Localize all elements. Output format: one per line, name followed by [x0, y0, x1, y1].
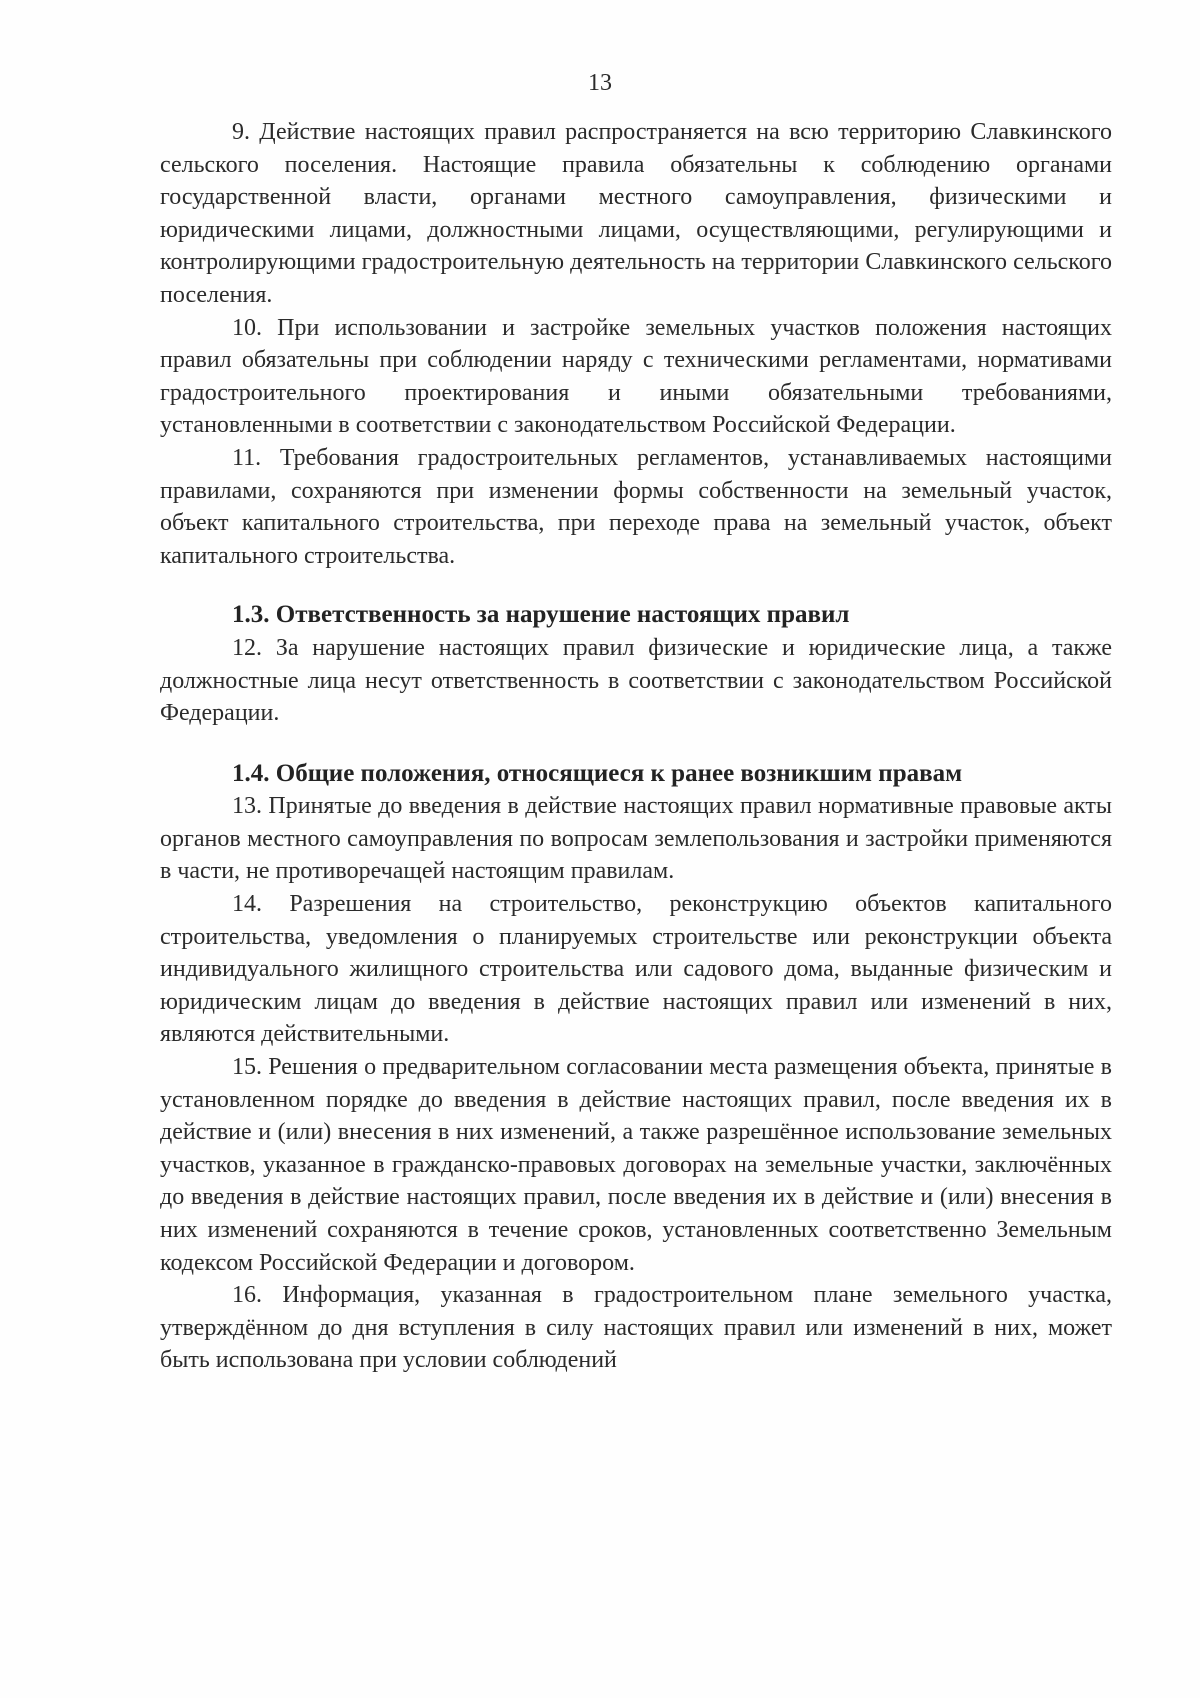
paragraph-14: 14. Разрешения на строительство, реконструкцию объектов капитального строительства, уведомления о планируемых строительстве или реконструкции объекта индивидуального жилищного строительства или садового дома, выданные физическим и юридическим лицам до введения в действие настоящих правил или изменений в них, являются действительными. — [160, 891, 1112, 1048]
page-number: 13 — [588, 70, 612, 96]
paragraph-13: 13. Принятые до введения в действие настоящих правил нормативные правовые акты органов местного самоуправления по вопросам землепользования и застройки применяются в части, не противоречащей настоящим правилам. — [160, 793, 1112, 885]
section-heading-1-3: 1.3. Ответственность за нарушение настоящих правил — [232, 601, 850, 629]
paragraph-10: 10. При использовании и застройке земельных участков положения настоящих правил обязательны при соблюдении наряду с техническими регламентами, нормативами градостроительного проектирования и иными обязательными требованиями, установленными в соответствии с законодательством Российской Федерации. — [160, 314, 1112, 439]
section-spacer — [160, 572, 1112, 599]
paragraph-12: 12. За нарушение настоящих правил физические и юридические лица, а также должностные лица несут ответственность в соответствии с законодательством Российской Федерации. — [160, 634, 1112, 727]
paragraph-15: 15. Решения о предварительном согласовании места размещения объекта, принятые в установленном порядке до введения в действие настоящих правил, после введения их в действие и (или) внесения в них изменений, а также разрешённое использование земельных участков, указанное в гражданско-правовых договорах на земельные участки, заключённых до введения в действие настоящих правил, после введения их в действие и (или) внесения в них изменений сохраняются в течение сроков, установленных соответственно Земельным кодексом Российской Федерации и договором. — [160, 1054, 1112, 1276]
document-body — [160, 116, 1112, 1377]
section-spacer — [160, 730, 1112, 758]
paragraph-11: 11. Требования градостроительных регламентов, устанавливаемых настоящими правилами, сохраняются при изменении формы собственности на земельный участок, объект капитального строительства, при переходе права на земельный участок, объект капитального строительства. — [160, 444, 1112, 569]
section-heading-1-4: 1.4. Общие положения, относящиеся к ранее возникшим правам — [232, 759, 963, 787]
paragraph-9: 9. Действие настоящих правил распространяется на всю территорию Славкинского сельского поселения. Настоящие правила обязательны к соблюдению органами государственной власти, органами местного самоуправления, физическими и юридическими лицами, должностными лицами, осуществляющими, регулирующими и контролирующими градостроительную деятельность на территории Славкинского сельского поселения. — [160, 119, 1112, 308]
paragraph-16: 16. Информация, указанная в градостроительном плане земельного участка, утверждённом до дня вступления в силу настоящих правил или изменений в них, может быть использована при условии соблюдений — [160, 1282, 1112, 1374]
